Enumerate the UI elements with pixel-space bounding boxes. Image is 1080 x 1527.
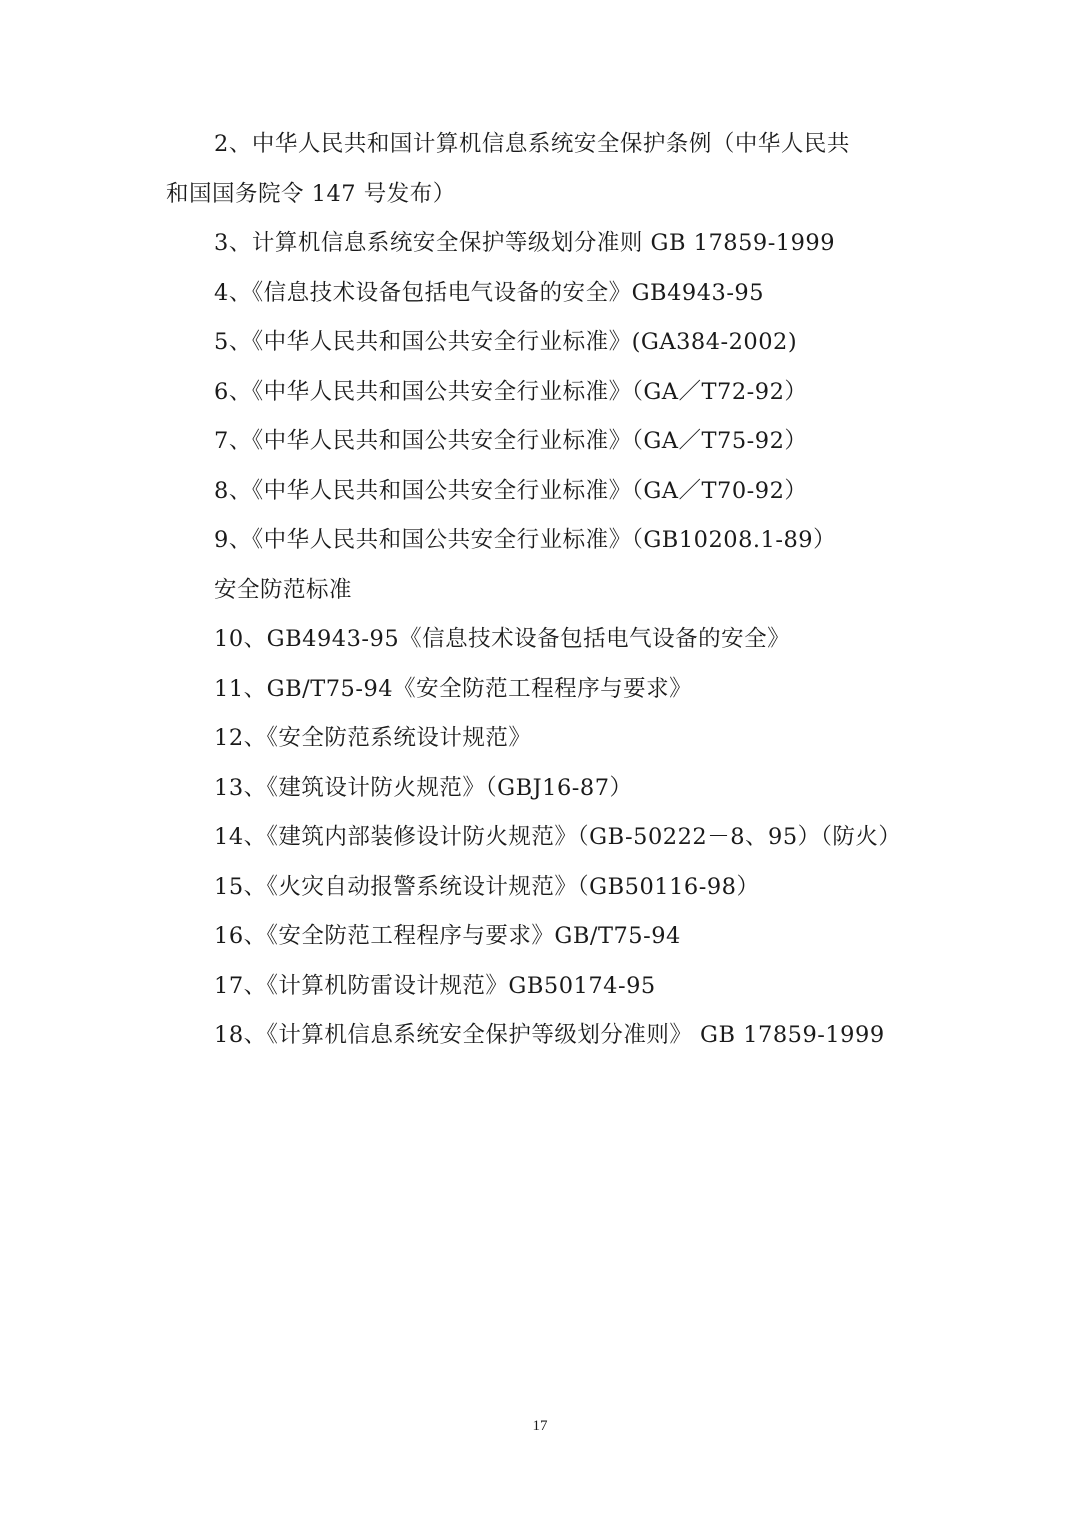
list-item: 3、计算机信息系统安全保护等级划分准则 GB 17859-1999	[214, 230, 836, 256]
list-item: 7、《中华人民共和国公共安全行业标准》（GA／T75-92）	[214, 428, 808, 454]
list-item-continuation: 和国国务院令 147 号发布）	[166, 180, 456, 207]
list-item: 11、GB/T75-94《安全防范工程程序与要求》	[214, 675, 693, 702]
list-item: 9、《中华人民共和国公共安全行业标准》（GB10208.1-89）	[214, 527, 837, 553]
list-item: 13、《建筑设计防火规范》（GBJ16-87）	[214, 774, 633, 801]
list-item: 14、《建筑内部装修设计防火规范》（GB-50222－8、95）（防火）	[214, 824, 902, 850]
standards-list	[166, 120, 926, 1061]
list-item: 17、《计算机防雷设计规范》GB50174-95	[214, 972, 656, 999]
list-item: 18、《计算机信息系统安全保护等级划分准则》 GB 17859-1999	[214, 1022, 885, 1048]
list-item: 12、《安全防范系统设计规范》	[214, 725, 532, 751]
list-item: 4、《信息技术设备包括电气设备的安全》GB4943-95	[214, 279, 765, 306]
list-item: 5、《中华人民共和国公共安全行业标准》(GA384-2002)	[214, 329, 798, 355]
list-item: 2、中华人民共和国计算机信息系统安全保护条例（中华人民共	[214, 131, 850, 157]
page-number: 17	[532, 1418, 548, 1434]
list-item: 8、《中华人民共和国公共安全行业标准》（GA／T70-92）	[214, 477, 808, 504]
list-item: 10、GB4943-95《信息技术设备包括电气设备的安全》	[214, 626, 791, 652]
list-item: 16、《安全防范工程程序与要求》GB/T75-94	[214, 923, 681, 949]
list-item: 15、《火灾自动报警系统设计规范》（GB50116-98）	[214, 873, 760, 900]
list-item: 6、《中华人民共和国公共安全行业标准》（GA／T72-92）	[214, 378, 808, 405]
section-heading: 安全防范标准	[214, 576, 353, 603]
